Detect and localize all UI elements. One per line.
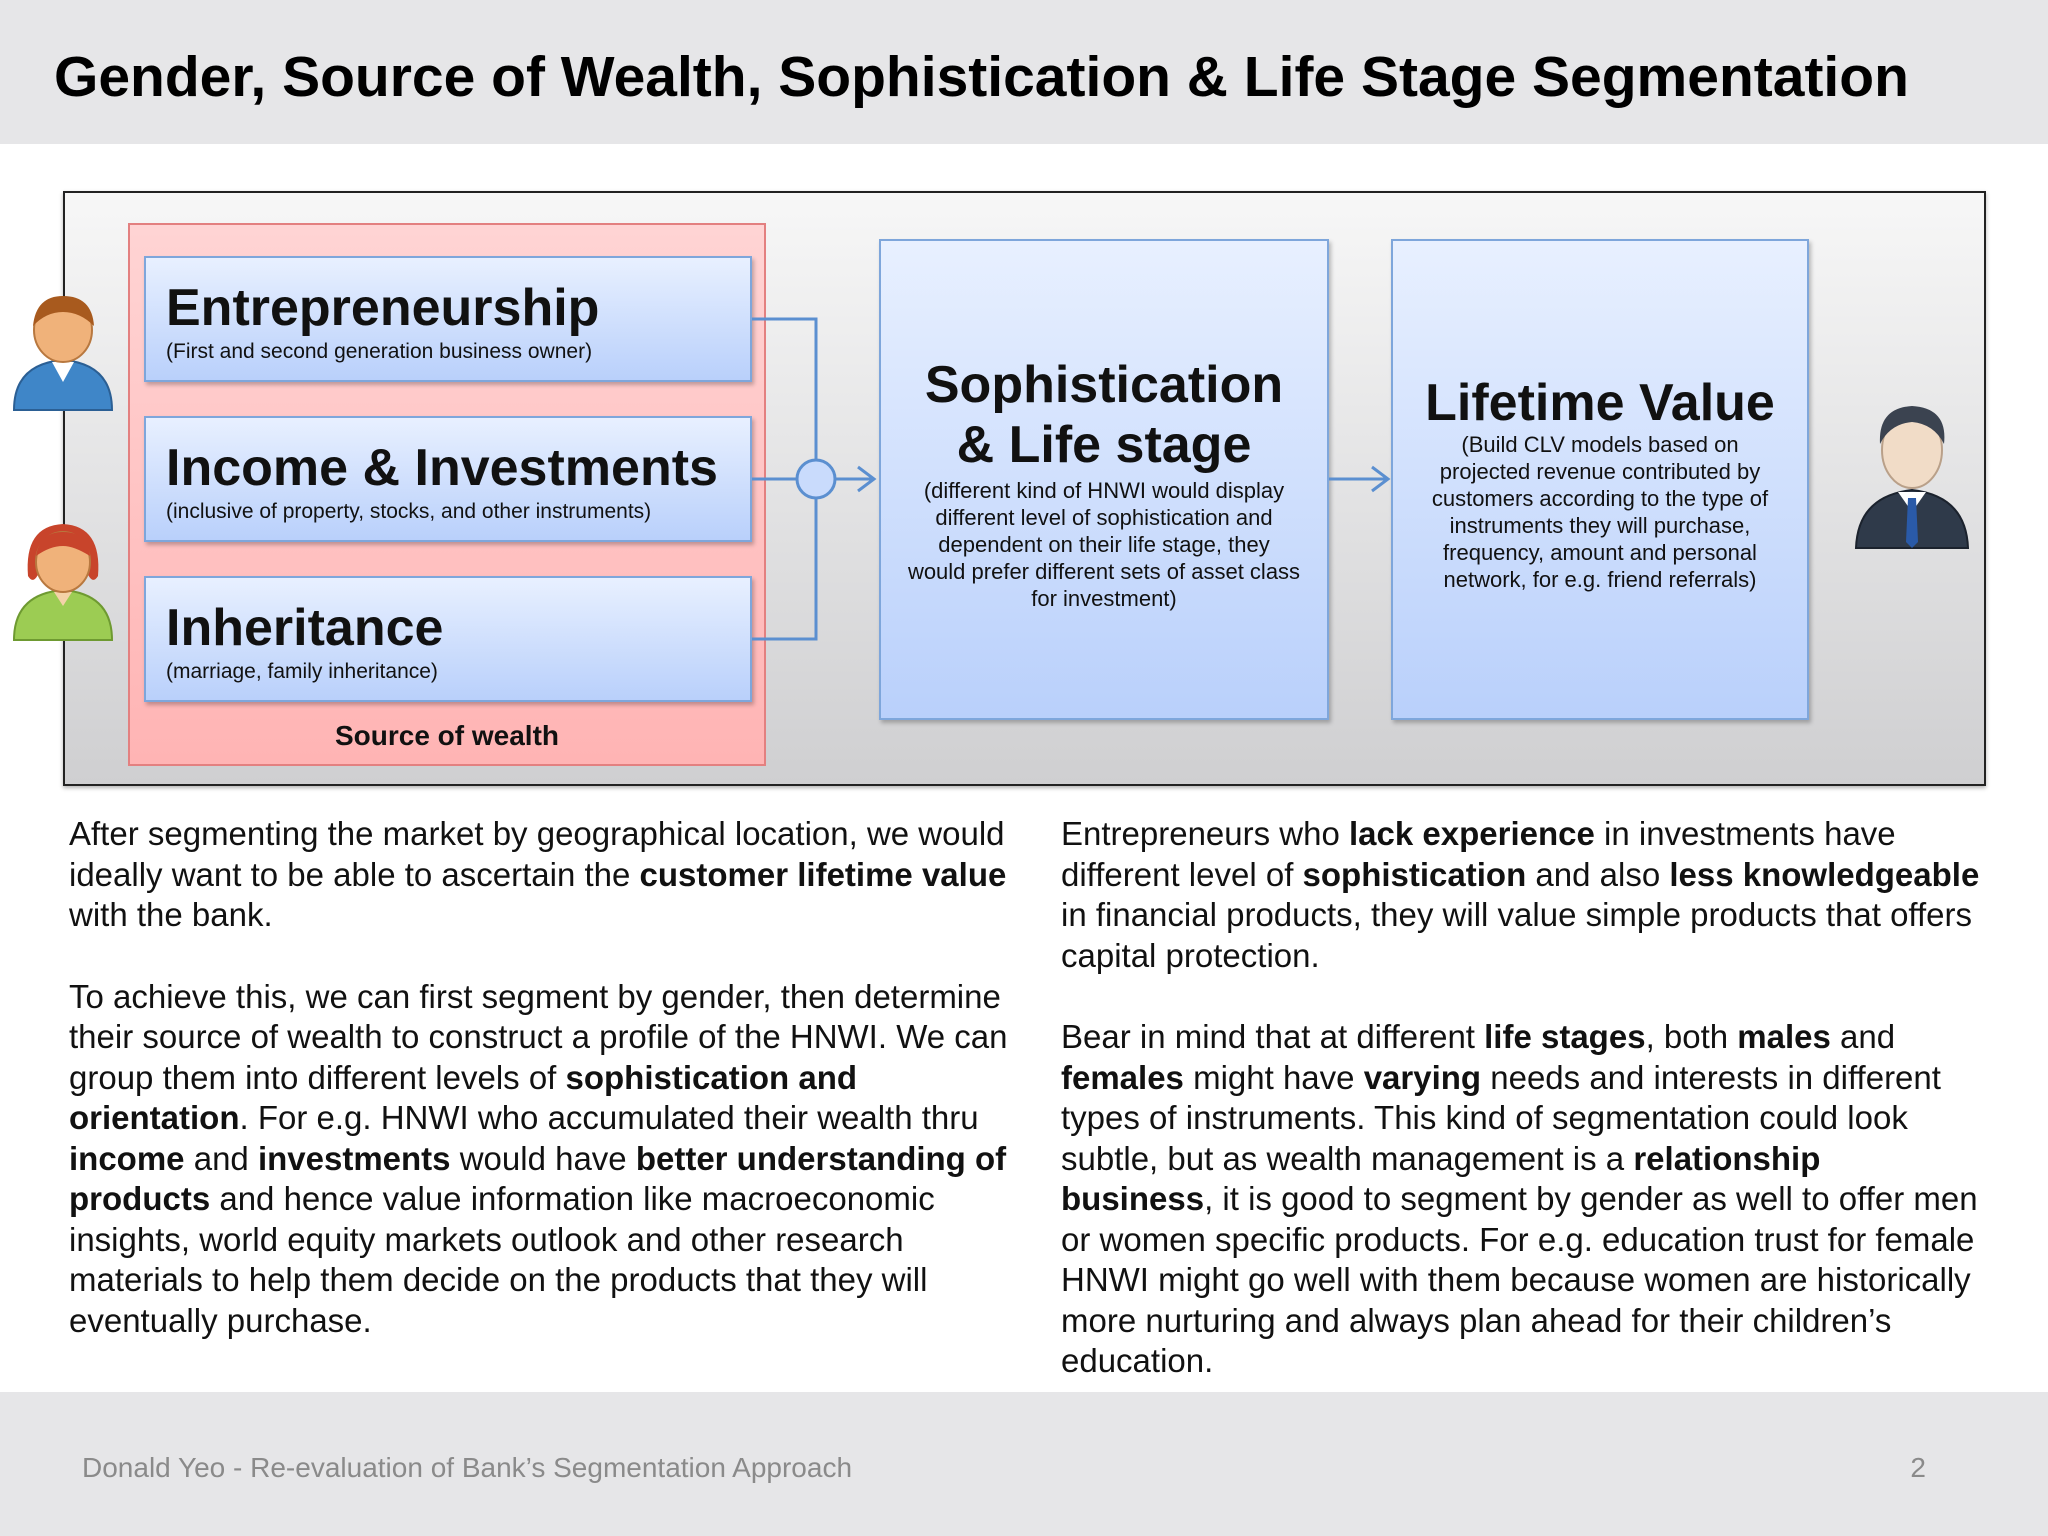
male-user-icon	[8, 282, 118, 412]
desc-line: would prefer different sets of asset class	[907, 559, 1301, 584]
inheritance-subtitle: (marriage, family inheritance)	[166, 660, 438, 683]
sophistication-title-line2: & Life stage	[956, 416, 1252, 474]
left-paragraph-2: To achieve this, we can first segment by gender, then determine their source of wealth to construct a profile of the HNWI. We can group them into different levels of sophistication and orientation. For e.g. HNWI who accumulated their wealth thru income and investments would have better understanding of products and hence value information like macroeconomic insights, world equity markets outlook and other research materials to help them decide on the products that they will eventually purchase.	[69, 977, 1008, 1339]
page-number: 2	[1910, 1452, 1926, 1483]
sophistication-title-line1: Sophistication	[924, 356, 1284, 414]
desc-line: frequency, amount and personal	[1443, 540, 1757, 565]
right-paragraph-1: Entrepreneurs who lack experience in investments have different level of sophistication and also less knowledgeable in financial products, they will value simple products that offers capital protection.	[1061, 815, 1980, 974]
slide-title: Gender, Source of Wealth, Sophistication & Life Stage Segmentation	[54, 45, 1909, 109]
female-user-icon	[8, 512, 118, 642]
entrepreneurship-title: Entrepreneurship	[166, 279, 600, 337]
desc-line: network, for e.g. friend referrals)	[1443, 567, 1757, 592]
income-investments-title: Income & Investments	[166, 439, 718, 497]
desc-line: (different kind of HNWI would display	[923, 478, 1285, 503]
desc-line: for investment)	[1031, 586, 1177, 611]
desc-line: dependent on their life stage, they	[938, 532, 1270, 557]
left-paragraph-1: After segmenting the market by geographical location, we would ideally want to be able to ascertain the customer lifetime value with the bank.	[69, 815, 1007, 933]
left-text-column	[69, 814, 1009, 1382]
entrepreneurship-subtitle: (First and second generation business owner)	[166, 340, 593, 363]
businessman-icon	[1852, 392, 1972, 552]
desc-line: projected revenue contributed by	[1439, 459, 1761, 484]
junction-circle	[797, 460, 835, 498]
source-of-wealth-label: Source of wealth	[334, 720, 560, 751]
income-investments-subtitle: (inclusive of property, stocks, and other instruments)	[166, 500, 652, 523]
right-text-column	[1061, 814, 1981, 1423]
desc-line: customers according to the type of	[1431, 486, 1769, 511]
desc-line: different level of sophistication and	[935, 505, 1273, 530]
footer-text: Donald Yeo - Re-evaluation of Bank’s Segmentation Approach	[82, 1452, 853, 1483]
right-paragraph-2: Bear in mind that at different life stages, both males and females might have varying needs and interests in different types of instruments. This kind of segmentation could look subtle, but as wealth management is a relationship business, it is good to segment by gender as well to offer men or women specific products. For e.g. education trust for female HNWI might go well with them because women are historically more nurturing and always plan ahead for their children’s education.	[1061, 1018, 1978, 1379]
desc-line: instruments they will purchase,	[1449, 513, 1751, 538]
inheritance-title: Inheritance	[166, 599, 444, 657]
lifetime-value-title: Lifetime Value	[1425, 374, 1775, 432]
desc-line: (Build CLV models based on	[1461, 432, 1739, 457]
